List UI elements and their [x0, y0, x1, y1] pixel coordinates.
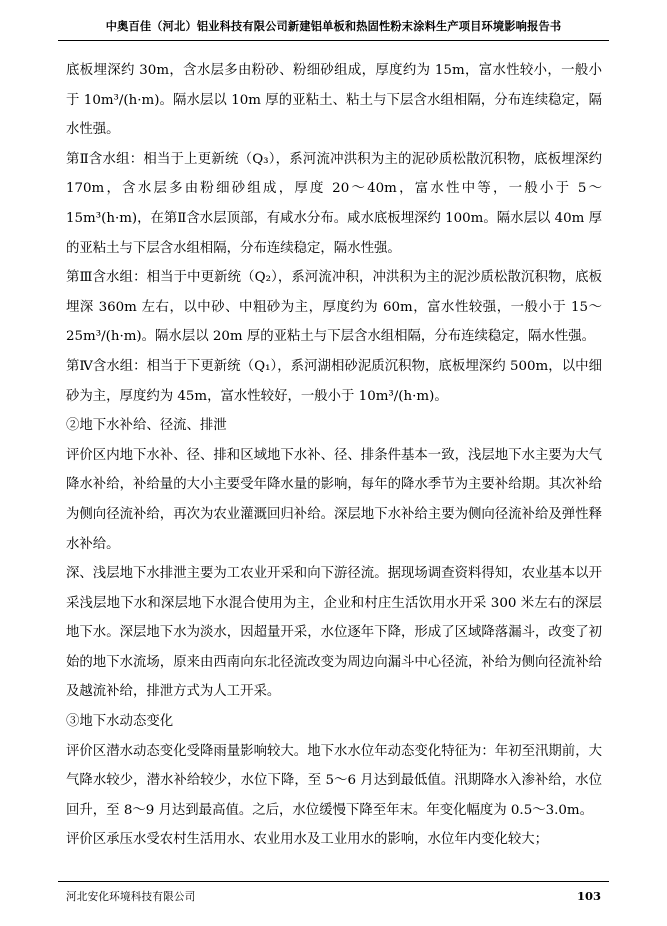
footer-company-name: 河北安化环境科技有限公司 — [66, 891, 196, 903]
paragraph: 评价区潜水动态变化受降雨量影响较大。地下水水位年动态变化特征为：年初至汛期前，大气降水较少，潜水补给较少，水位下降，至 5～6 月达到最低值。汛期降水入渗补给，水位回升，至 8～9 月达到最高值。之后，水位缓慢下降至年末。年变化幅度为 0.5～3.0m。 — [66, 743, 602, 818]
paragraph: 第Ⅳ含水组：相当于下更新统（Q₁），系河湖相砂泥质沉积物，底板埋深约 500m，以中细砂为主，厚度约为 45m，富水性较好，一般小于 10m³/(h·m)。 — [66, 358, 602, 404]
page-number: 103 — [576, 889, 601, 903]
paragraph: 深、浅层地下水排泄主要为工农业开采和向下游径流。据现场调查资料得知，农业基本以开采浅层地下水和深层地下水混合使用为主，企业和村庄生活饮用水开采 300 米左右的深层地下水。深层地下水为淡水，因超量开采，水位逐年下降，形成了区域降落漏斗，改变了初始的地下水流场，原来由西南向东北径流改变为周边向漏斗中心径流，补给为侧向径流补给及越流补给，排泄方式为人工开采。 — [66, 566, 602, 700]
footer-divider — [58, 881, 609, 882]
paragraph: 评价区承压水受农村生活用水、农业用水及工业用水的影响，水位年内变化较大； — [66, 832, 549, 848]
paragraph: 第Ⅲ含水组：相当于中更新统（Q₂），系河流冲积，冲洪积为主的泥沙质松散沉积物，底板埋深 360m 左右，以中砂、中粗砂为主，厚度约为 60m，富水性较强，一般小于 15～25m³/(h·m)。隔水层以 20m 厚的亚粘土与下层含水组相隔，分布连续稳定，隔水性强。 — [66, 270, 602, 345]
paragraph-heading: ③地下水动态变化 — [66, 714, 174, 730]
page-footer — [66, 889, 601, 904]
paragraph-heading: ②地下水补给、径流、排泄 — [66, 418, 227, 434]
page-header-title: 中奥百佳（河北）铝业科技有限公司新建铝单板和热固性粉末涂料生产项目环境影响报告书 — [105, 19, 562, 33]
header-divider — [58, 40, 609, 41]
paragraph: 评价区内地下水补、径、排和区域地下水补、径、排条件基本一致，浅层地下水主要为大气降水补给，补给量的大小主要受年降水量的影响，每年的降水季节为主要补给期。其次补给为侧向径流补给，再次为农业灌溉回归补给。深层地下水补给主要为侧向径流补给及弹性释水补给。 — [66, 447, 602, 552]
paragraph: 底板埋深约 30m，含水层多由粉砂、粉细砂组成，厚度约为 15m，富水性较小，一般小于 10m³/(h·m)。隔水层以 10m 厚的亚粘土、粘土与下层含水组相隔，分布连续稳定，隔水性强。 — [66, 63, 602, 138]
page-body — [66, 56, 602, 855]
paragraph: 第Ⅱ含水组：相当于上更新统（Q₃），系河流冲洪积为主的泥砂质松散沉积物，底板埋深约 170m，含水层多由粉细砂组成，厚度 20～40m，富水性中等，一般小于 5～15m³(h·m)，在第Ⅱ含水层顶部，有咸水分布。咸水底板埋深约 100m。隔水层以 40m 厚的亚粘土与下层含水组相隔，分布连续稳定，隔水性强。 — [66, 151, 602, 256]
